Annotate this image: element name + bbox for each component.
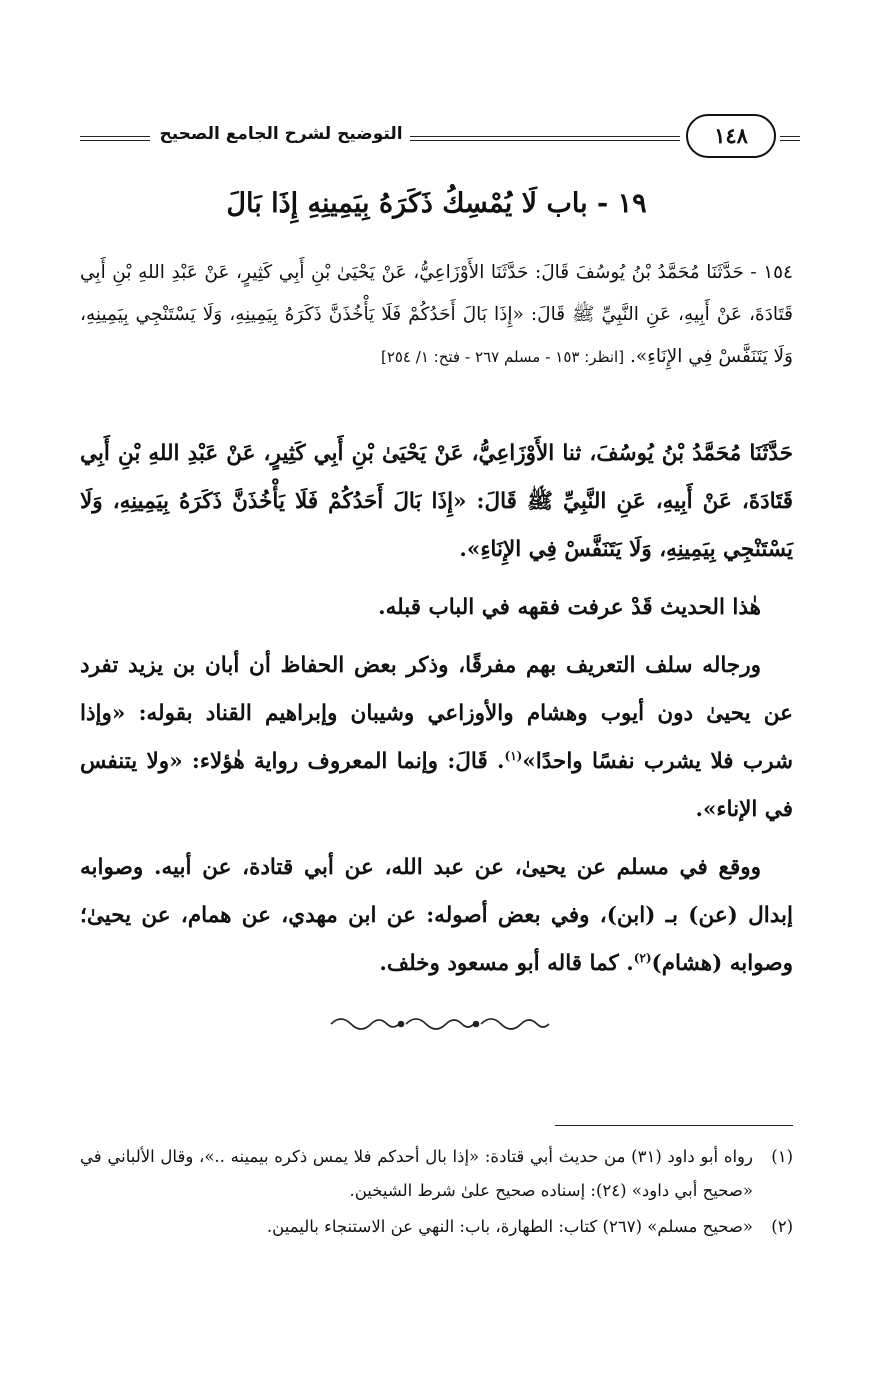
paragraph-text: . قَالَ: وإنما المعروف رواية هٰؤلاء: «ولا يتنفس في الإناء».: [80, 749, 793, 822]
commentary-isnad: حَدَّثَنَا مُحَمَّدُ بْنُ يُوسُفَ، ثنا الأَوْزَاعِيُّ، عَنْ يَحْيَىٰ بْنِ أَبِي كَثِيرٍ، عَنْ عَبْدِ اللهِ بْنِ أَبِي قَتَادَةَ، عَنْ أَبِيهِ، عَنِ النَّبِيِّ ﷺ قَالَ: «إِذَا بَالَ أَحَدُكُمْ فَلَا يَأْخُذَنَّ ذَكَرَهُ بِيَمِينِهِ، وَلَا يَسْتَنْجِي بِيَمِينِهِ، وَلَا يَتَنَفَّسْ فِي الإِنَاءِ».: [80, 441, 793, 562]
header-rule-middle: [410, 136, 680, 141]
hadith-block: [80, 252, 793, 378]
paragraph-text: . كما قاله أبو مسعود وخلف.: [379, 951, 634, 976]
commentary-paragraph: [80, 642, 793, 834]
running-header: [80, 114, 800, 164]
footnote-reference: (٢): [633, 950, 652, 965]
footnote: [80, 1210, 793, 1244]
commentary: [80, 430, 793, 998]
footnote-reference: (١): [504, 748, 523, 763]
footnotes: [80, 1140, 793, 1246]
section-ornament: [326, 1012, 551, 1036]
paragraph-text: ووقع في مسلم عن يحيىٰ، عن عبد الله، عن أبي قتادة، عن أبيه. وصوابه إبدال (عن) بـ (ابن)، وفي بعض أصوله: عن ابن مهدي، عن همام، عن يحيىٰ؛ وصوابه (هشام): [80, 855, 793, 976]
paragraph-text: ورجاله سلف التعريف بهم مفرقًا، وذكر بعض الحفاظ أن أبان بن يزيد تفرد عن يحيىٰ دون أيوب وهشام والأوزاعي وشيبان وإبراهيم القناد بقوله: «وإذا شرب فلا يشرب نفسًا واحدًا»: [80, 653, 793, 774]
footnote-separator: [555, 1125, 793, 1126]
footnote-number: (١): [771, 1147, 793, 1166]
footnote: [80, 1140, 793, 1208]
header-rule-left: [80, 136, 150, 141]
chapter-title: ١٩ - باب لَا يُمْسِكُ ذَكَرَهُ بِيَمِينِهِ إِذَا بَالَ: [226, 188, 647, 219]
commentary-paragraph: [80, 844, 793, 988]
footnote-text: رواه أبو داود (٣١) من حديث أبي قتادة: «إذا بال أحدكم فلا يمس ذكره بيمينه ..»، وقال الألباني في «صحيح أبي داود» (٢٤): إسناده صحيح علىٰ شرط الشيخين.: [80, 1147, 753, 1200]
running-title: التوضيح لشرح الجامع الصحيح: [159, 124, 403, 144]
footnote-number: (٢): [771, 1217, 793, 1236]
header-rule-right: [780, 136, 800, 141]
commentary-paragraph: هٰذا الحديث قَدْ عرفت فقهه في الباب قبله.: [378, 595, 761, 620]
page-number: ١٤٨: [686, 114, 776, 158]
footnote-text: «صحيح مسلم» (٢٦٧) كتاب: الطهارة، باب: النهي عن الاستنجاء باليمين.: [266, 1217, 753, 1236]
hadith-text: ١٥٤ - حَدَّثَنَا مُحَمَّدُ بْنُ يُوسُفَ قَالَ: حَدَّثَنَا الأَوْزَاعِيُّ، عَنْ يَحْيَىٰ بْنِ أَبِي كَثِيرٍ، عَنْ عَبْدِ اللهِ بْنِ أَبِي قَتَادَةَ، عَنْ أَبِيهِ، عَنِ النَّبِيِّ ﷺ قَالَ: «إِذَا بَالَ أَحَدُكُمْ فَلَا يَأْخُذَنَّ ذَكَرَهُ بِيَمِينِهِ، وَلَا يَسْتَنْجِي بِيَمِينِهِ، وَلَا يَتَنَفَّسْ فِي الإِنَاءِ».: [80, 262, 793, 367]
hadith-reference: [انظر: ١٥٣ - مسلم ٢٦٧ - فتح: ١/ ٢٥٤]: [380, 348, 625, 366]
